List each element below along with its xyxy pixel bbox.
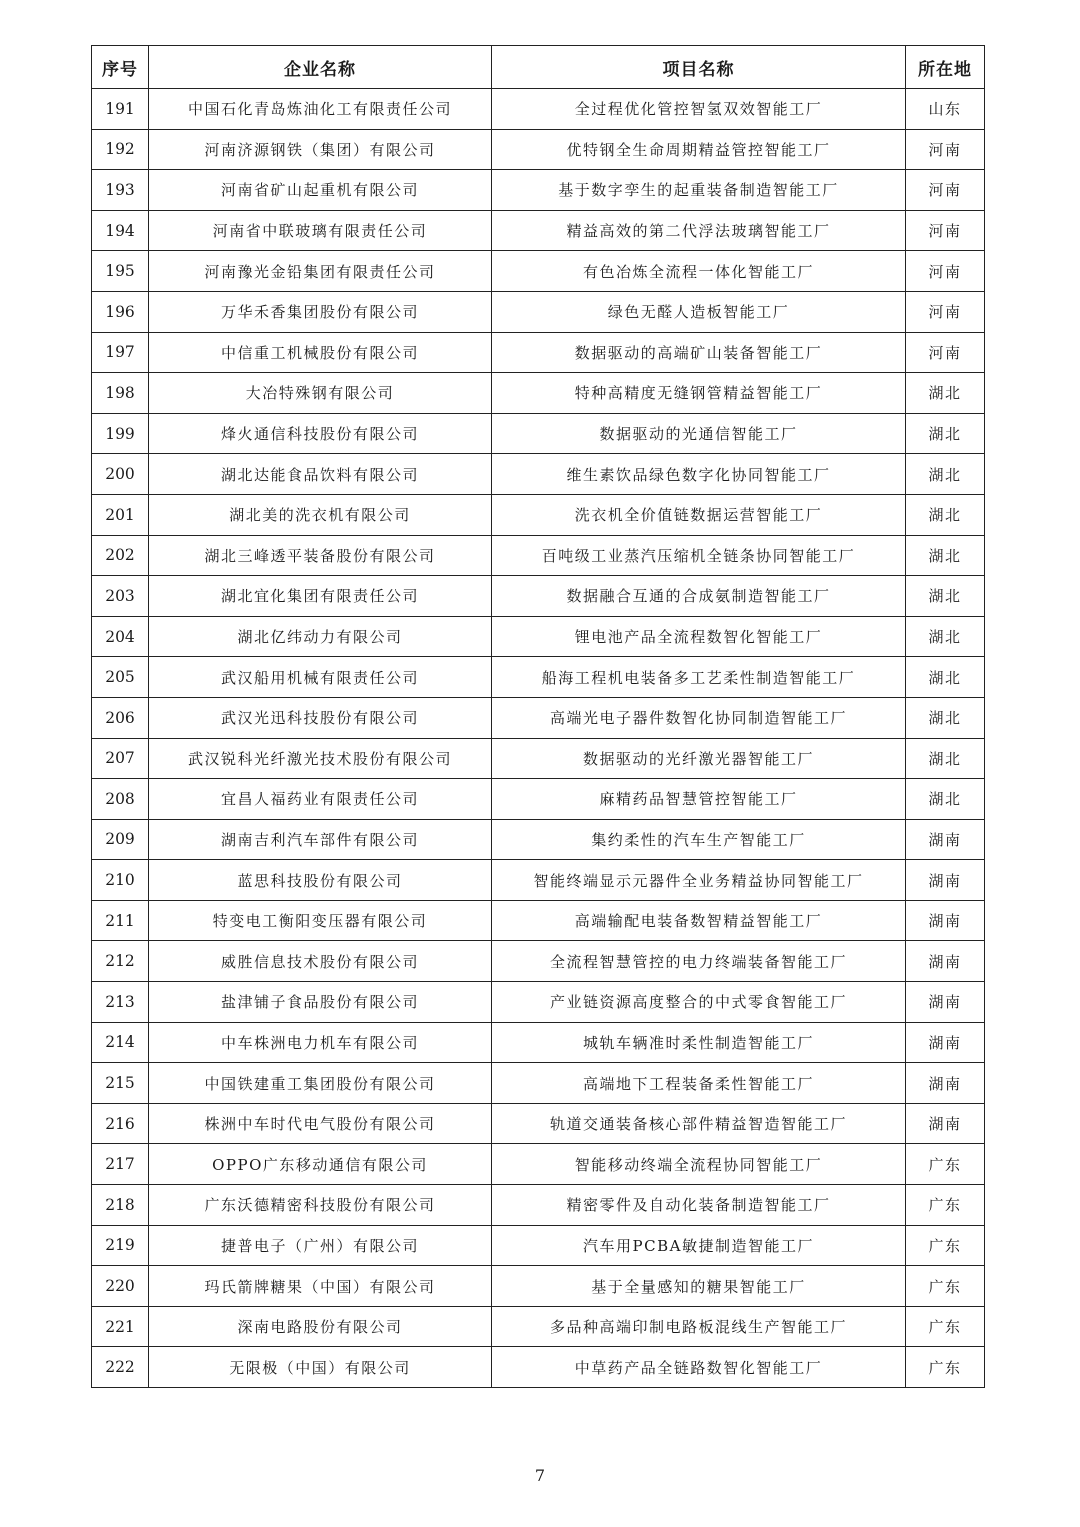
cell-project: 汽车用PCBA敏捷制造智能工厂 (492, 1225, 906, 1266)
cell-company: 湖北宜化集团有限责任公司 (149, 576, 492, 617)
cell-location: 湖北 (906, 373, 985, 414)
cell-location: 湖北 (906, 576, 985, 617)
table-row (92, 819, 985, 860)
cell-location: 河南 (906, 332, 985, 373)
table-row (92, 982, 985, 1023)
cell-company: 湖北亿纬动力有限公司 (149, 616, 492, 657)
cell-serial: 196 (92, 291, 149, 332)
cell-location: 湖北 (906, 738, 985, 779)
cell-project: 数据驱动的光通信智能工厂 (492, 413, 906, 454)
header-company: 企业名称 (149, 46, 492, 89)
cell-serial: 199 (92, 413, 149, 454)
cell-project: 精益高效的第二代浮法玻璃智能工厂 (492, 210, 906, 251)
cell-company: 武汉船用机械有限责任公司 (149, 657, 492, 698)
cell-location: 湖北 (906, 535, 985, 576)
cell-company: 中车株洲电力机车有限公司 (149, 1022, 492, 1063)
cell-serial: 193 (92, 170, 149, 211)
table-row (92, 941, 985, 982)
cell-location: 广东 (906, 1347, 985, 1388)
cell-serial: 221 (92, 1306, 149, 1347)
cell-location: 广东 (906, 1225, 985, 1266)
cell-location: 湖南 (906, 900, 985, 941)
cell-project: 绿色无醛人造板智能工厂 (492, 291, 906, 332)
cell-location: 广东 (906, 1266, 985, 1307)
cell-location: 湖南 (906, 860, 985, 901)
cell-company: 河南济源钢铁（集团）有限公司 (149, 129, 492, 170)
cell-location: 广东 (906, 1185, 985, 1226)
cell-serial: 212 (92, 941, 149, 982)
cell-company: 湖北美的洗衣机有限公司 (149, 494, 492, 535)
table-row (92, 291, 985, 332)
cell-project: 有色冶炼全流程一体化智能工厂 (492, 251, 906, 292)
cell-project: 产业链资源高度整合的中式零食智能工厂 (492, 982, 906, 1023)
cell-serial: 220 (92, 1266, 149, 1307)
cell-serial: 222 (92, 1347, 149, 1388)
table-row (92, 576, 985, 617)
cell-project: 锂电池产品全流程数智化智能工厂 (492, 616, 906, 657)
cell-location: 河南 (906, 291, 985, 332)
cell-serial: 198 (92, 373, 149, 414)
table-row (92, 535, 985, 576)
header-location: 所在地 (906, 46, 985, 89)
page-number: 7 (534, 1466, 546, 1485)
cell-location: 湖北 (906, 616, 985, 657)
cell-serial: 211 (92, 900, 149, 941)
cell-project: 数据驱动的高端矿山装备智能工厂 (492, 332, 906, 373)
cell-location: 山东 (906, 89, 985, 130)
cell-serial: 203 (92, 576, 149, 617)
table-row (92, 494, 985, 535)
cell-location: 湖南 (906, 1022, 985, 1063)
table-row (92, 89, 985, 130)
table-row (92, 373, 985, 414)
cell-project: 高端输配电装备数智精益智能工厂 (492, 900, 906, 941)
cell-location: 河南 (906, 170, 985, 211)
cell-location: 湖北 (906, 657, 985, 698)
cell-project: 高端地下工程装备柔性智能工厂 (492, 1063, 906, 1104)
cell-project: 特种高精度无缝钢管精益智能工厂 (492, 373, 906, 414)
cell-company: 武汉锐科光纤激光技术股份有限公司 (149, 738, 492, 779)
cell-serial: 209 (92, 819, 149, 860)
cell-serial: 197 (92, 332, 149, 373)
cell-serial: 191 (92, 89, 149, 130)
enterprise-project-table (91, 45, 985, 1388)
table-row (92, 860, 985, 901)
cell-company: 广东沃德精密科技股份有限公司 (149, 1185, 492, 1226)
table-row (92, 1144, 985, 1185)
table-row (92, 170, 985, 211)
cell-company: 湖南吉利汽车部件有限公司 (149, 819, 492, 860)
cell-company: 盐津铺子食品股份有限公司 (149, 982, 492, 1023)
cell-serial: 210 (92, 860, 149, 901)
cell-location: 湖北 (906, 779, 985, 820)
cell-serial: 194 (92, 210, 149, 251)
cell-project: 数据融合互通的合成氨制造智能工厂 (492, 576, 906, 617)
cell-company: 大冶特殊钢有限公司 (149, 373, 492, 414)
cell-location: 广东 (906, 1144, 985, 1185)
cell-location: 湖南 (906, 819, 985, 860)
cell-company: 蓝思科技股份有限公司 (149, 860, 492, 901)
cell-project: 智能终端显示元器件全业务精益协同智能工厂 (492, 860, 906, 901)
cell-location: 湖北 (906, 413, 985, 454)
cell-company: 玛氏箭牌糖果（中国）有限公司 (149, 1266, 492, 1307)
table-row (92, 332, 985, 373)
cell-company: 河南省矿山起重机有限公司 (149, 170, 492, 211)
cell-company: 威胜信息技术股份有限公司 (149, 941, 492, 982)
cell-location: 河南 (906, 129, 985, 170)
cell-project: 基于全量感知的糖果智能工厂 (492, 1266, 906, 1307)
cell-serial: 216 (92, 1103, 149, 1144)
table-row (92, 697, 985, 738)
cell-company: 烽火通信科技股份有限公司 (149, 413, 492, 454)
cell-company: 中国石化青岛炼油化工有限责任公司 (149, 89, 492, 130)
table-row (92, 1347, 985, 1388)
table-row (92, 1022, 985, 1063)
cell-serial: 217 (92, 1144, 149, 1185)
header-project: 项目名称 (492, 46, 906, 89)
header-serial: 序号 (92, 46, 149, 89)
cell-company: 万华禾香集团股份有限公司 (149, 291, 492, 332)
cell-company: 武汉光迅科技股份有限公司 (149, 697, 492, 738)
cell-project: 多品种高端印制电路板混线生产智能工厂 (492, 1306, 906, 1347)
table-row (92, 900, 985, 941)
cell-project: 维生素饮品绿色数字化协同智能工厂 (492, 454, 906, 495)
cell-company: 湖北达能食品饮料有限公司 (149, 454, 492, 495)
cell-project: 船海工程机电装备多工艺柔性制造智能工厂 (492, 657, 906, 698)
table-row (92, 738, 985, 779)
cell-serial: 208 (92, 779, 149, 820)
cell-serial: 215 (92, 1063, 149, 1104)
cell-serial: 200 (92, 454, 149, 495)
cell-project: 数据驱动的光纤激光器智能工厂 (492, 738, 906, 779)
cell-location: 广东 (906, 1306, 985, 1347)
cell-location: 湖南 (906, 982, 985, 1023)
cell-company: 中信重工机械股份有限公司 (149, 332, 492, 373)
table-header-row (92, 46, 985, 89)
table-row (92, 1063, 985, 1104)
cell-company: 宜昌人福药业有限责任公司 (149, 779, 492, 820)
cell-project: 高端光电子器件数智化协同制造智能工厂 (492, 697, 906, 738)
cell-company: 株洲中车时代电气股份有限公司 (149, 1103, 492, 1144)
cell-project: 轨道交通装备核心部件精益智造智能工厂 (492, 1103, 906, 1144)
cell-serial: 195 (92, 251, 149, 292)
cell-location: 湖南 (906, 1103, 985, 1144)
cell-company: 河南省中联玻璃有限责任公司 (149, 210, 492, 251)
cell-company: 深南电路股份有限公司 (149, 1306, 492, 1347)
cell-project: 集约柔性的汽车生产智能工厂 (492, 819, 906, 860)
table-row (92, 1225, 985, 1266)
table-row (92, 251, 985, 292)
table-body (92, 89, 985, 1388)
cell-project: 中草药产品全链路数智化智能工厂 (492, 1347, 906, 1388)
cell-serial: 204 (92, 616, 149, 657)
table-row (92, 657, 985, 698)
cell-location: 河南 (906, 210, 985, 251)
document-page (91, 45, 984, 1388)
cell-project: 麻精药品智慧管控智能工厂 (492, 779, 906, 820)
table-row (92, 1185, 985, 1226)
cell-location: 湖南 (906, 1063, 985, 1104)
cell-project: 全过程优化管控智氢双效智能工厂 (492, 89, 906, 130)
cell-company: OPPO广东移动通信有限公司 (149, 1144, 492, 1185)
cell-project: 优特钢全生命周期精益管控智能工厂 (492, 129, 906, 170)
cell-location: 湖北 (906, 697, 985, 738)
cell-location: 湖南 (906, 941, 985, 982)
cell-company: 河南豫光金铅集团有限责任公司 (149, 251, 492, 292)
cell-company: 捷普电子（广州）有限公司 (149, 1225, 492, 1266)
cell-project: 全流程智慧管控的电力终端装备智能工厂 (492, 941, 906, 982)
cell-company: 湖北三峰透平装备股份有限公司 (149, 535, 492, 576)
table-row (92, 210, 985, 251)
cell-company: 无限极（中国）有限公司 (149, 1347, 492, 1388)
cell-serial: 192 (92, 129, 149, 170)
cell-company: 特变电工衡阳变压器有限公司 (149, 900, 492, 941)
table-row (92, 779, 985, 820)
table-row (92, 1103, 985, 1144)
cell-project: 基于数字孪生的起重装备制造智能工厂 (492, 170, 906, 211)
cell-project: 智能移动终端全流程协同智能工厂 (492, 1144, 906, 1185)
table-row (92, 1266, 985, 1307)
cell-project: 城轨车辆准时柔性制造智能工厂 (492, 1022, 906, 1063)
table-row (92, 129, 985, 170)
cell-serial: 201 (92, 494, 149, 535)
cell-serial: 202 (92, 535, 149, 576)
cell-project: 洗衣机全价值链数据运营智能工厂 (492, 494, 906, 535)
cell-serial: 207 (92, 738, 149, 779)
cell-serial: 213 (92, 982, 149, 1023)
cell-location: 河南 (906, 251, 985, 292)
cell-project: 百吨级工业蒸汽压缩机全链条协同智能工厂 (492, 535, 906, 576)
cell-serial: 219 (92, 1225, 149, 1266)
table-row (92, 454, 985, 495)
table-row (92, 413, 985, 454)
cell-serial: 206 (92, 697, 149, 738)
table-row (92, 616, 985, 657)
cell-location: 湖北 (906, 494, 985, 535)
cell-company: 中国铁建重工集团股份有限公司 (149, 1063, 492, 1104)
table-row (92, 1306, 985, 1347)
cell-location: 湖北 (906, 454, 985, 495)
cell-serial: 205 (92, 657, 149, 698)
cell-project: 精密零件及自动化装备制造智能工厂 (492, 1185, 906, 1226)
cell-serial: 214 (92, 1022, 149, 1063)
cell-serial: 218 (92, 1185, 149, 1226)
